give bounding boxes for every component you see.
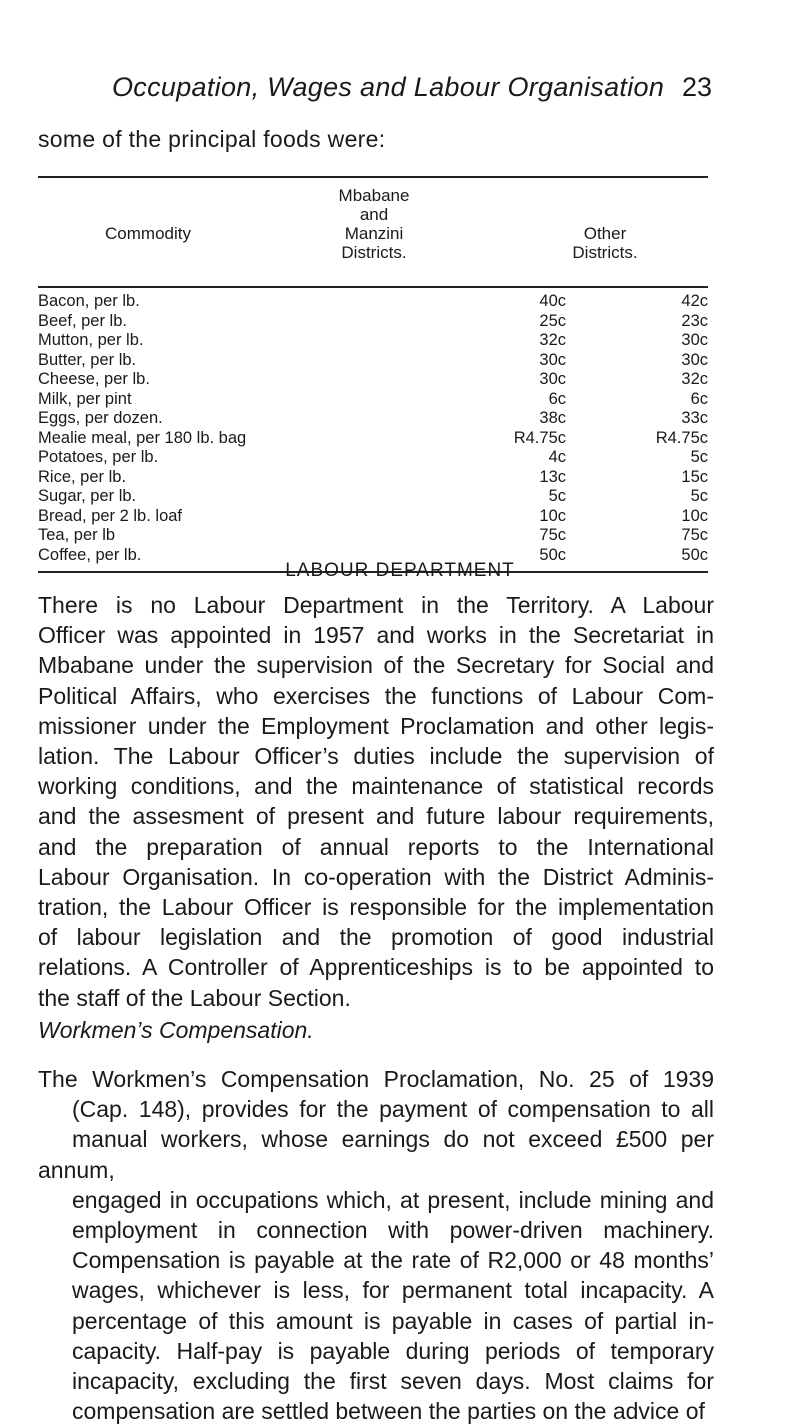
text-line: percentage of this amount is payable in cases of partial in-: [72, 1307, 714, 1334]
cell-commodity: Eggs, per dozen.: [38, 409, 163, 427]
cell-other-districts: 23c: [681, 311, 708, 330]
table-row: [38, 409, 708, 429]
text-line: capacity. Half-pay is payable during periods of temporary: [72, 1337, 714, 1364]
cell-other-districts: 30c: [681, 350, 708, 369]
table-header: [38, 178, 708, 286]
cell-commodity: Mealie meal, per 180 lb. bag: [38, 428, 247, 447]
table-row: [38, 331, 708, 351]
cell-other-districts: 30c: [681, 331, 708, 349]
cell-commodity: Milk, per pint: [38, 389, 132, 408]
table-row: [38, 526, 708, 546]
cell-other-districts: R4.75c: [655, 428, 708, 447]
cell-mbabane-manzini: 4c: [548, 448, 566, 466]
cell-mbabane-manzini: 40c: [539, 292, 566, 310]
cell-other-districts: 5c: [690, 487, 708, 505]
cell-other-districts: 42c: [681, 292, 708, 310]
text-line: Officer was appointed in 1957 and works in the Secretariat in: [38, 622, 714, 649]
table-row: [38, 468, 708, 488]
cell-mbabane-manzini: 25c: [539, 311, 566, 330]
cell-commodity: Butter, per lb.: [38, 350, 137, 369]
table-row: [38, 487, 708, 507]
running-head: [112, 72, 712, 112]
cell-other-districts: 50c: [681, 545, 708, 564]
cell-mbabane-manzini: 38c: [539, 409, 566, 427]
table-row: [38, 351, 708, 371]
cell-commodity: Beef, per lb.: [38, 311, 127, 330]
table-row: [38, 429, 708, 449]
table-row: [38, 507, 708, 527]
cell-commodity: Bacon, per lb.: [38, 292, 140, 310]
text-line: the staff of the Labour Section.: [38, 984, 351, 1011]
running-head-title: Occupation, Wages and Labour Organisation: [112, 72, 665, 102]
text-line: There is no Labour Department in the Territory. A Labour: [38, 592, 714, 618]
cell-other-districts: 15c: [681, 467, 708, 486]
text-line: Mbabane under the supervision of the Secretary for Social and: [38, 652, 714, 679]
text-line: wages, whichever is less, for permanent total incapacity. A: [72, 1277, 714, 1304]
cell-commodity: Sugar, per lb.: [38, 487, 137, 505]
cell-mbabane-manzini: R4.75c: [513, 428, 566, 447]
paragraph-labour-department: [38, 590, 714, 1013]
text-line: compensation are settled between the parties on the advice of: [72, 1398, 705, 1425]
text-line: (Cap. 148), provides for the payment of compensation to all: [72, 1096, 714, 1123]
text-line: incapacity, excluding the first seven days. Most claims for: [72, 1368, 714, 1395]
cell-mbabane-manzini: 32c: [539, 331, 566, 349]
cell-commodity: Bread, per 2 lb. loaf: [38, 506, 183, 525]
table-row: [38, 448, 708, 468]
header-mbabane-manzini: Mbabane and Manzini Districts.: [338, 186, 410, 262]
cell-mbabane-manzini: 13c: [539, 467, 566, 486]
text-line: manual workers, whose earnings do not exceed £500 per annum,: [38, 1126, 714, 1183]
cell-mbabane-manzini: 5c: [548, 487, 566, 505]
cell-mbabane-manzini: 75c: [539, 526, 566, 544]
text-line: Compensation is payable at the rate of R2,000 or 48 months’: [72, 1247, 714, 1274]
cell-other-districts: 33c: [681, 409, 708, 427]
text-line: of labour legislation and the promotion of good industrial: [38, 924, 714, 951]
table-row: [38, 370, 708, 390]
cell-mbabane-manzini: 30c: [539, 370, 566, 388]
text-line: working conditions, and the maintenance of statistical records: [38, 773, 714, 800]
cell-other-districts: 75c: [681, 526, 708, 544]
text-line: The Workmen’s Compensation Proclamation, No. 25 of 1939: [38, 1066, 714, 1092]
paragraph-workmens-compensation: [38, 1064, 714, 1426]
subheading-workmens-compensation: Workmen’s Compensation.: [38, 1017, 314, 1043]
cell-other-districts: 5c: [690, 448, 708, 466]
intro-line: some of the principal foods were:: [38, 126, 386, 152]
text-line: and the preparation of annual reports to the International: [38, 833, 714, 860]
text-line: engaged in occupations which, at present, include mining and: [72, 1186, 714, 1213]
text-line: Political Affairs, who exercises the functions of Labour Com-: [38, 682, 714, 709]
section-heading-labour-department: LABOUR DEPARTMENT: [285, 560, 515, 581]
text-line: lation. The Labour Officer’s duties include the supervision of: [38, 743, 714, 770]
cell-mbabane-manzini: 30c: [539, 350, 566, 369]
cell-mbabane-manzini: 50c: [539, 545, 566, 564]
header-other-districts: Other Districts.: [572, 224, 638, 262]
header-commodity: Commodity: [105, 224, 191, 243]
cell-other-districts: 10c: [681, 506, 708, 525]
table-row: [38, 390, 708, 410]
table-row: [38, 312, 708, 332]
cell-mbabane-manzini: 6c: [548, 389, 566, 408]
cell-other-districts: 32c: [681, 370, 708, 388]
text-line: employment in connection with power-driven machinery.: [72, 1217, 714, 1244]
text-line: Labour Organisation. In co-operation with the District Adminis-: [38, 863, 714, 890]
table-row: [38, 292, 708, 312]
text-line: and the assesment of present and future labour requirements,: [38, 803, 714, 830]
text-line: missioner under the Employment Proclamation and other legis-: [38, 712, 714, 739]
cell-commodity: Cheese, per lb.: [38, 370, 150, 388]
cell-mbabane-manzini: 10c: [539, 506, 566, 525]
food-prices-table: [38, 176, 708, 573]
text-line: relations. A Controller of Apprenticeships is to be appointed to: [38, 954, 714, 981]
cell-commodity: Coffee, per lb.: [38, 545, 142, 564]
page-number: 23: [681, 72, 712, 102]
cell-commodity: Rice, per lb.: [38, 467, 127, 486]
text-line: tration, the Labour Officer is responsible for the implementation: [38, 894, 714, 921]
cell-commodity: Mutton, per lb.: [38, 331, 144, 349]
table-body: [38, 288, 708, 571]
cell-commodity: Potatoes, per lb.: [38, 448, 159, 466]
cell-commodity: Tea, per lb: [38, 526, 116, 544]
cell-other-districts: 6c: [690, 389, 708, 408]
